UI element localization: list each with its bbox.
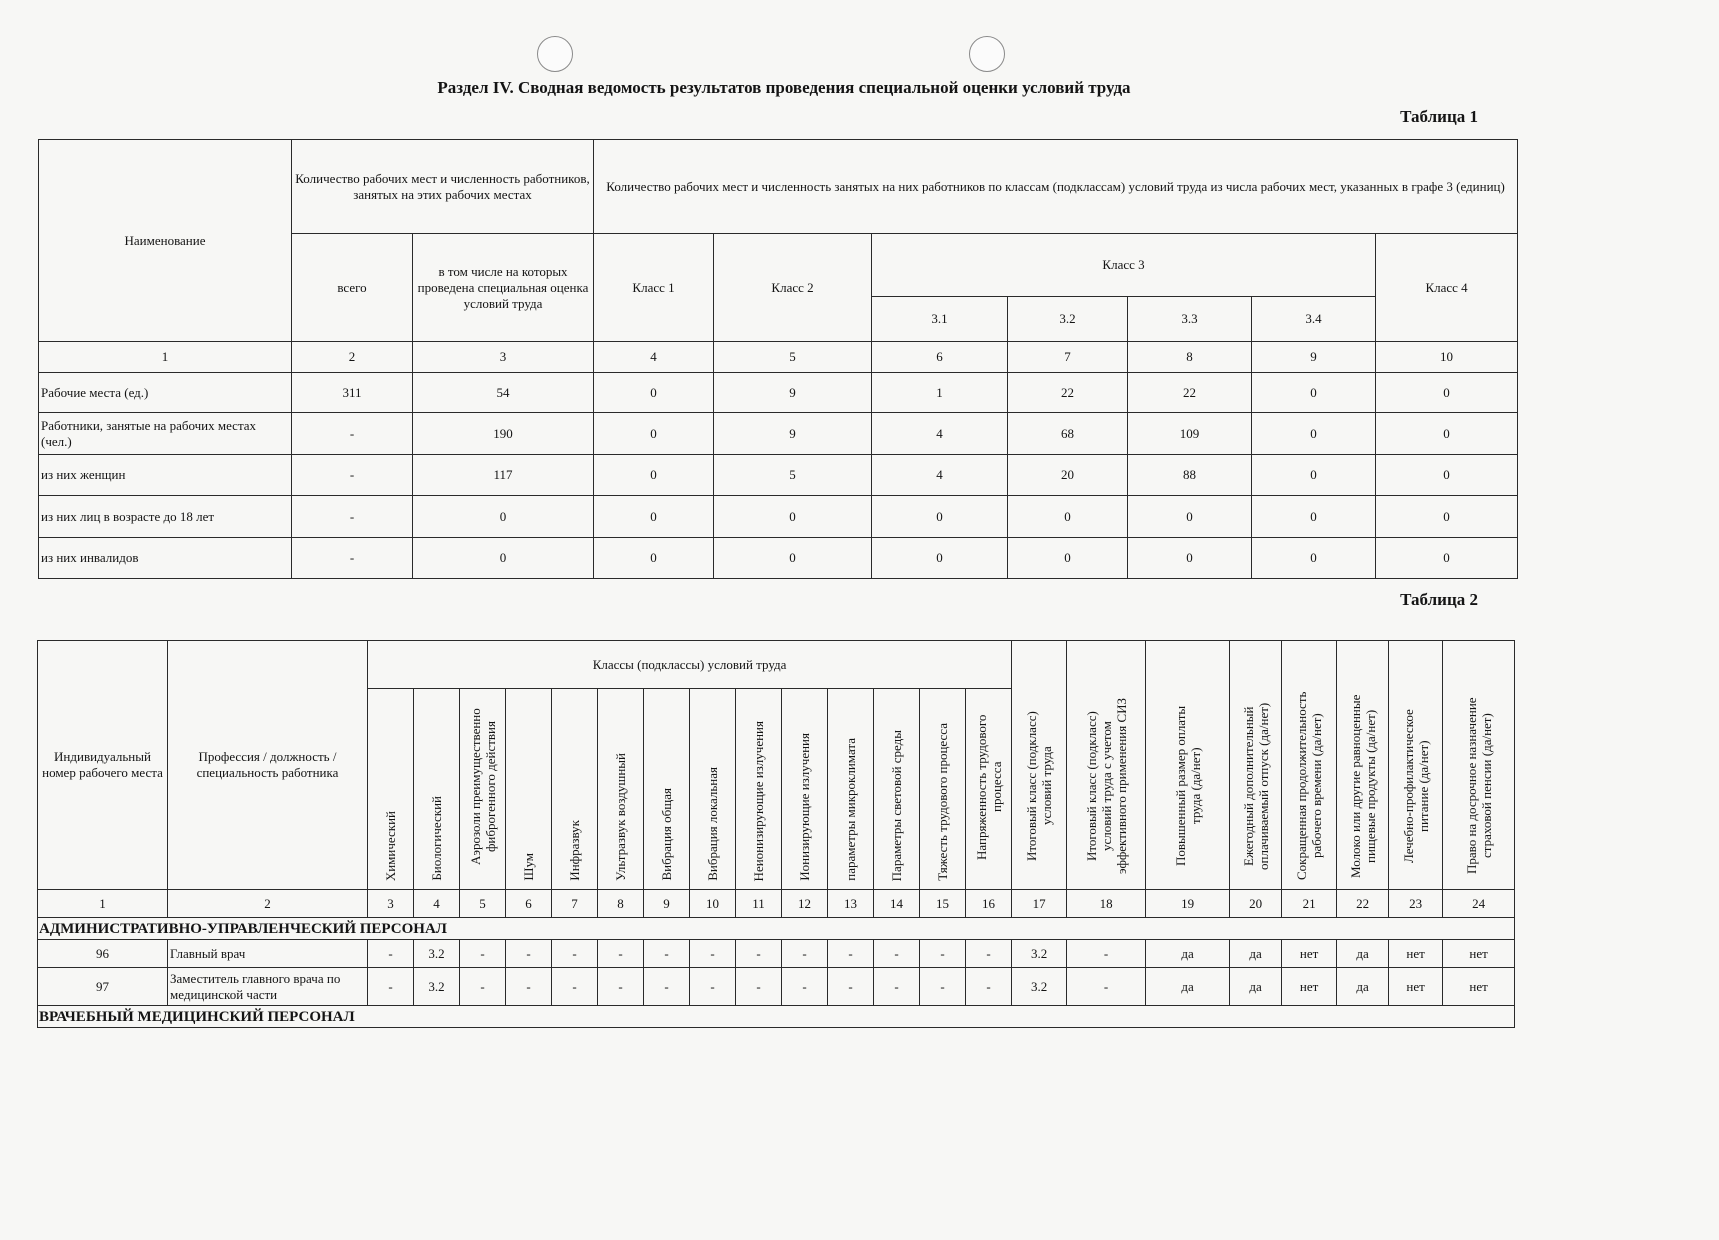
column-number: 9 [644,890,690,918]
header-name: Наименование [39,140,292,342]
cell: - [874,968,920,1006]
cell: 0 [1376,413,1518,455]
row-label: Рабочие места (ед.) [39,373,292,413]
column-number: 16 [966,890,1012,918]
table-row [39,538,1518,579]
cell: 0 [1376,373,1518,413]
cell: 0 [1252,496,1376,538]
cell: 0 [714,538,872,579]
column-number: 5 [460,890,506,918]
header-sub-3-3: 3.3 [1128,297,1252,342]
cell: - [292,538,413,579]
cell: - [552,940,598,968]
cell: - [920,940,966,968]
cell: 4 [872,413,1008,455]
cell: 109 [1128,413,1252,455]
column-number: 6 [872,342,1008,373]
header-group-b: Количество рабочих мест и численность занятых на них работников по классам (подклассам) условий труда из числа рабочих мест, указанных в графе 3 (единиц) [594,140,1518,234]
cell: 3.2 [414,968,460,1006]
header-group-a: Количество рабочих мест и численность работников, занятых на этих рабочих местах [292,140,594,234]
cell: - [736,940,782,968]
cell: 0 [1252,413,1376,455]
cell: 22 [1128,373,1252,413]
column-number: 20 [1230,890,1282,918]
cell: - [966,968,1012,1006]
column-number: 4 [594,342,714,373]
table-row [39,496,1518,538]
cell: - [292,413,413,455]
summary-table [38,139,1518,579]
row-label: из них лиц в возрасте до 18 лет [39,496,292,538]
cell: - [782,968,828,1006]
column-number: 2 [292,342,413,373]
cell: - [690,940,736,968]
cell: - [644,940,690,968]
factor-biological: Биологический [414,689,460,890]
column-number: 14 [874,890,920,918]
header-milk: Молоко или другие равноценные пищевые продукты (да/нет) [1337,641,1389,890]
row-label: из них инвалидов [39,538,292,579]
column-number: 21 [1282,890,1337,918]
table-row [39,455,1518,496]
column-number: 7 [552,890,598,918]
header-sub-3-4: 3.4 [1252,297,1376,342]
factor-noise: Шум [506,689,552,890]
table-row [39,413,1518,455]
header-early-pension: Право на досрочное назначение страховой пенсии (да/нет) [1443,641,1515,890]
cell: 0 [594,496,714,538]
cell: 0 [594,373,714,413]
column-number: 18 [1067,890,1146,918]
column-number: 3 [413,342,594,373]
cell: - [736,968,782,1006]
row-label: из них женщин [39,455,292,496]
cell: 0 [1252,373,1376,413]
factor-ionizing: Ионизирующие излучения [782,689,828,890]
header-therapeutic-food: Лечебно-профилактическое питание (да/нет) [1389,641,1443,890]
factor-vibration-general: Вибрация общая [644,689,690,890]
header-class2: Класс 2 [714,234,872,342]
cell: 0 [1128,538,1252,579]
header-class1: Класс 1 [594,234,714,342]
column-number: 2 [168,890,368,918]
row-label: Работники, занятые на рабочих местах (чел.) [39,413,292,455]
column-number: 3 [368,890,414,918]
column-number: 23 [1389,890,1443,918]
header-reduced-hours: Сокращенная продолжительность рабочего времени (да/нет) [1282,641,1337,890]
cell: - [460,968,506,1006]
page-title: Раздел IV. Сводная ведомость результатов проведения специальной оценки условий труда [437,78,1131,97]
cell: 0 [1376,538,1518,579]
cell: 9 [714,373,872,413]
cell: - [782,940,828,968]
column-number: 4 [414,890,460,918]
cell: 3.2 [414,940,460,968]
cell: 0 [1252,455,1376,496]
cell: - [828,940,874,968]
cell: 0 [1008,538,1128,579]
header-assessed: в том числе на которых проведена специальная оценка условий труда [413,234,594,342]
table-row [38,940,1515,968]
column-number: 5 [714,342,872,373]
cell: нет [1389,940,1443,968]
cell: 3.2 [1012,940,1067,968]
column-number: 1 [39,342,292,373]
cell: 5 [714,455,872,496]
cell: - [460,940,506,968]
cell: 22 [1008,373,1128,413]
column-number: 24 [1443,890,1515,918]
cell: 96 [38,940,168,968]
cell: - [292,496,413,538]
cell: - [552,968,598,1006]
column-number: 22 [1337,890,1389,918]
cell: нет [1443,940,1515,968]
header-final-class: Итоговый класс (подкласс) условий труда [1012,641,1067,890]
cell: 0 [1376,455,1518,496]
column-number: 8 [598,890,644,918]
cell: да [1146,940,1230,968]
cell: 0 [1128,496,1252,538]
section-heading-doctors: ВРАЧЕБНЫЙ МЕДИЦИНСКИЙ ПЕРСОНАЛ [38,1006,1515,1028]
cell: 68 [1008,413,1128,455]
table1-label: Таблица 1 [1400,107,1478,126]
punch-hole-right [969,36,1005,72]
cell: - [690,968,736,1006]
table2-label: Таблица 2 [1400,590,1478,609]
header-sub-3-2: 3.2 [1008,297,1128,342]
factor-lighting: Параметры световой среды [874,689,920,890]
column-number: 13 [828,890,874,918]
header-sub-3-1: 3.1 [872,297,1008,342]
column-number: 10 [1376,342,1518,373]
cell: - [920,968,966,1006]
cell: да [1230,940,1282,968]
column-number: 6 [506,890,552,918]
cell: да [1230,968,1282,1006]
cell: 54 [413,373,594,413]
cell: да [1337,940,1389,968]
factor-labor-intensity: Напряженность трудового процесса [966,689,1012,890]
cell: - [1067,940,1146,968]
cell: - [506,940,552,968]
header-class3: Класс 3 [872,234,1376,297]
cell: 4 [872,455,1008,496]
factor-vibration-local: Вибрация локальная [690,689,736,890]
column-number: 15 [920,890,966,918]
factor-aerosols: Аэрозоли преимущественно фиброгенного действия [460,689,506,890]
punch-hole-left [537,36,573,72]
column-number: 11 [736,890,782,918]
cell: 0 [1376,496,1518,538]
cell: - [292,455,413,496]
header-increased-pay: Повышенный размер оплаты труда (да/нет) [1146,641,1230,890]
column-number: 10 [690,890,736,918]
cell: - [506,968,552,1006]
factor-ultrasound: Ультразвук воздушный [598,689,644,890]
cell: 1 [872,373,1008,413]
cell: нет [1443,968,1515,1006]
cell: 117 [413,455,594,496]
cell: 0 [1008,496,1128,538]
cell: 20 [1008,455,1128,496]
header-total: всего [292,234,413,342]
column-number: 12 [782,890,828,918]
table-row [39,373,1518,413]
cell: - [644,968,690,1006]
table-row [38,968,1515,1006]
cell: да [1337,968,1389,1006]
cell: - [368,968,414,1006]
cell: 0 [872,496,1008,538]
cell: - [874,940,920,968]
column-number-row [39,342,1518,373]
cell: 0 [714,496,872,538]
cell: - [598,968,644,1006]
cell: - [828,968,874,1006]
cell: 311 [292,373,413,413]
header-extra-leave: Ежегодный дополнительный оплачиваемый отпуск (да/нет) [1230,641,1282,890]
column-number: 1 [38,890,168,918]
factor-nonionizing: Неионизирующие излучения [736,689,782,890]
cell: 0 [413,538,594,579]
factor-labor-severity: Тяжесть трудового процесса [920,689,966,890]
cell: нет [1282,940,1337,968]
cell: 190 [413,413,594,455]
section-heading-admin: АДМИНИСТРАТИВНО-УПРАВЛЕНЧЕСКИЙ ПЕРСОНАЛ [38,918,1515,940]
cell: - [598,940,644,968]
cell: 9 [714,413,872,455]
row-label: Главный врач [168,940,368,968]
column-number: 7 [1008,342,1128,373]
cell: - [368,940,414,968]
cell: 88 [1128,455,1252,496]
column-number-row [38,890,1515,918]
factor-microclimate: параметры микроклимата [828,689,874,890]
cell: - [966,940,1012,968]
row-label: Заместитель главного врача по медицинской части [168,968,368,1006]
cell: 0 [1252,538,1376,579]
cell: 0 [413,496,594,538]
column-number: 8 [1128,342,1252,373]
factor-infrasound: Инфразвук [552,689,598,890]
cell: 97 [38,968,168,1006]
header-final-class-siz: Итоговый класс (подкласс) условий труда с учетом эффективного применения СИЗ [1067,641,1146,890]
cell: нет [1389,968,1443,1006]
factor-chemical: Химический [368,689,414,890]
column-number: 9 [1252,342,1376,373]
cell: - [1067,968,1146,1006]
cell: 3.2 [1012,968,1067,1006]
header-class4: Класс 4 [1376,234,1518,342]
column-number: 19 [1146,890,1230,918]
column-number: 17 [1012,890,1067,918]
cell: нет [1282,968,1337,1006]
cell: 0 [594,455,714,496]
cell: 0 [594,538,714,579]
cell: да [1146,968,1230,1006]
header-profession: Профессия / должность / специальность работника [168,641,368,890]
workplace-table [37,640,1515,1028]
header-classes: Классы (подклассы) условий труда [368,641,1012,689]
cell: 0 [594,413,714,455]
cell: 0 [872,538,1008,579]
header-id: Индивидуальный номер рабочего места [38,641,168,890]
